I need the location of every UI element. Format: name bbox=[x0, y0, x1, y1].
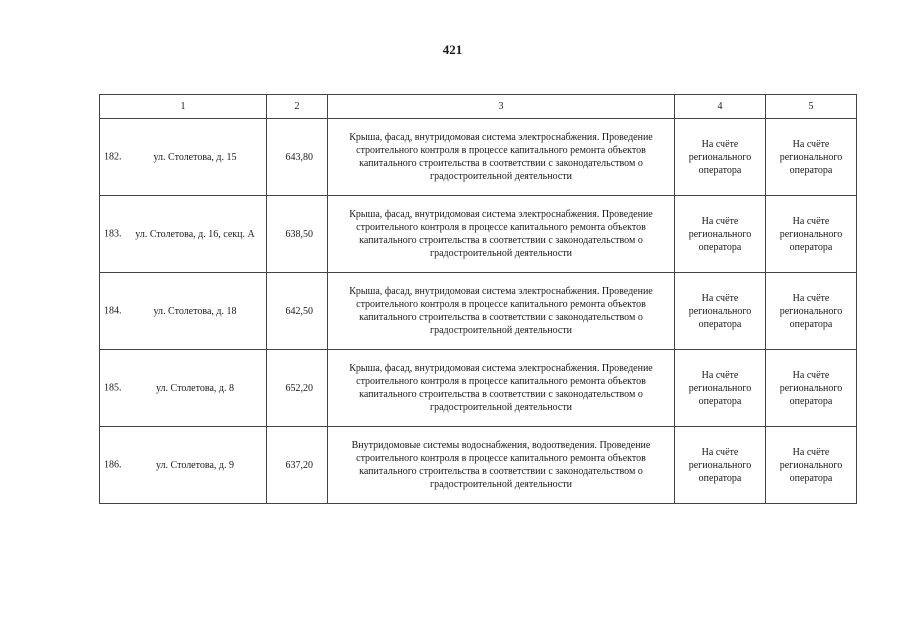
address: ул. Столетова, д. 16, секц. А bbox=[135, 228, 255, 240]
value-cell: 652,20 bbox=[267, 350, 328, 427]
col4-cell: На счёте регионального оператора bbox=[675, 119, 766, 196]
column-header-1: 1 bbox=[100, 95, 267, 119]
page-number: 421 bbox=[442, 42, 463, 57]
value-cell: 643,80 bbox=[267, 119, 328, 196]
address: ул. Столетова, д. 15 bbox=[153, 151, 237, 163]
table-row bbox=[100, 427, 857, 504]
works-cell: Крыша, фасад, внутридомовая система электроснабжения. Проведение строительного контроля в процессе капитального ремонта объектов капитального строительства в соответствии с законодательством о градостроительной деятельности bbox=[328, 350, 675, 427]
works-cell: Крыша, фасад, внутридомовая система электроснабжения. Проведение строительного контроля в процессе капитального ремонта объектов капитального строительства в соответствии с законодательством о градостроительной деятельности bbox=[328, 196, 675, 273]
row-number: 185. bbox=[104, 382, 122, 394]
col4-cell: На счёте регионального оператора bbox=[675, 350, 766, 427]
row-number: 183. bbox=[104, 228, 122, 240]
works-cell: Внутридомовые системы водоснабжения, водоотведения. Проведение строительного контроля в процессе капитального ремонта объектов капитального строительства в соответствии с законодательством о градостроительной деятельности bbox=[328, 427, 675, 504]
address-cell bbox=[100, 273, 267, 350]
col4-cell: На счёте регионального оператора bbox=[675, 196, 766, 273]
column-header-row bbox=[100, 95, 857, 119]
row-number: 184. bbox=[104, 305, 122, 317]
works-cell: Крыша, фасад, внутридомовая система электроснабжения. Проведение строительного контроля в процессе капитального ремонта объектов капитального строительства в соответствии с законодательством о градостроительной деятельности bbox=[328, 119, 675, 196]
address: ул. Столетова, д. 18 bbox=[153, 305, 237, 317]
table-row bbox=[100, 119, 857, 196]
table-row bbox=[100, 273, 857, 350]
address-cell bbox=[100, 196, 267, 273]
repair-program-table bbox=[99, 94, 857, 504]
column-header-3: 3 bbox=[328, 95, 675, 119]
address-cell bbox=[100, 427, 267, 504]
col5-cell: На счёте регионального оператора bbox=[766, 350, 857, 427]
value-cell: 637,20 bbox=[267, 427, 328, 504]
address: ул. Столетова, д. 9 bbox=[156, 459, 234, 471]
column-header-2: 2 bbox=[267, 95, 328, 119]
col5-cell: На счёте регионального оператора bbox=[766, 196, 857, 273]
address: ул. Столетова, д. 8 bbox=[156, 382, 234, 394]
value-cell: 642,50 bbox=[267, 273, 328, 350]
col5-cell: На счёте регионального оператора bbox=[766, 273, 857, 350]
col4-cell: На счёте регионального оператора bbox=[675, 273, 766, 350]
table-row bbox=[100, 196, 857, 273]
table-row bbox=[100, 350, 857, 427]
address-cell bbox=[100, 350, 267, 427]
col5-cell: На счёте регионального оператора bbox=[766, 119, 857, 196]
col5-cell: На счёте регионального оператора bbox=[766, 427, 857, 504]
address-cell bbox=[100, 119, 267, 196]
col4-cell: На счёте регионального оператора bbox=[675, 427, 766, 504]
works-cell: Крыша, фасад, внутридомовая система электроснабжения. Проведение строительного контроля в процессе капитального ремонта объектов капитального строительства в соответствии с законодательством о градостроительной деятельности bbox=[328, 273, 675, 350]
column-header-5: 5 bbox=[766, 95, 857, 119]
column-header-4: 4 bbox=[675, 95, 766, 119]
row-number: 186. bbox=[104, 459, 122, 471]
value-cell: 638,50 bbox=[267, 196, 328, 273]
row-number: 182. bbox=[104, 151, 122, 163]
